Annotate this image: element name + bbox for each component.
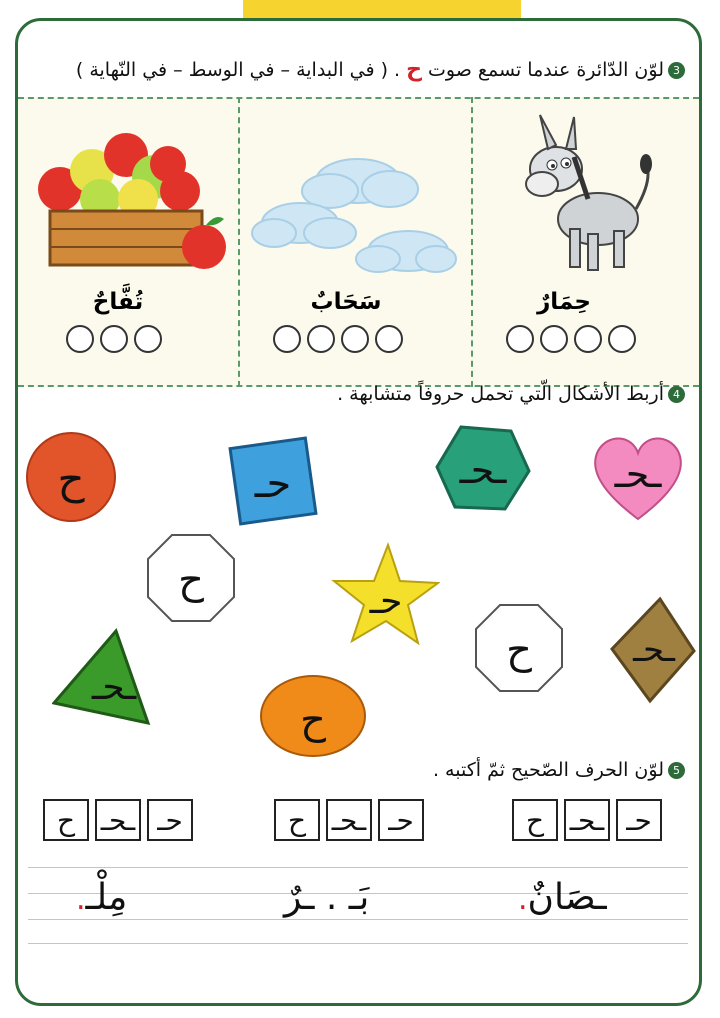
shape-letter: حـ xyxy=(369,581,403,622)
q4-number: 4 xyxy=(668,386,685,403)
blue-square-shape[interactable] xyxy=(223,431,323,531)
letter-box[interactable]: حـ xyxy=(378,799,424,841)
writing-line xyxy=(28,919,688,920)
separator-left xyxy=(238,97,240,387)
shape-letter: ـحـ xyxy=(91,667,137,708)
letter-box[interactable]: ـحـ xyxy=(95,799,141,841)
shape-letter: ح xyxy=(506,627,532,673)
letter-box[interactable]: ح xyxy=(274,799,320,841)
letter-box[interactable]: ـحـ xyxy=(564,799,610,841)
write-word-text: بَـ . ـرٌ xyxy=(284,877,370,918)
shape-letter: حـ xyxy=(254,461,292,507)
sound-circle[interactable] xyxy=(66,325,94,353)
writing-line xyxy=(28,867,688,868)
writing-line xyxy=(28,943,688,944)
blank-dot: . xyxy=(518,882,528,917)
write-word-text: ـصَانٌ xyxy=(527,877,607,918)
green-hexagon-shape[interactable] xyxy=(433,421,533,517)
sound-circle[interactable] xyxy=(608,325,636,353)
donkey-picture xyxy=(518,109,658,279)
sound-circle[interactable] xyxy=(375,325,403,353)
q3-heading xyxy=(76,57,685,82)
q3-text-after: . ( في البداية – في الوسط – في النّهاية ) xyxy=(75,59,401,81)
sound-circle[interactable] xyxy=(506,325,534,353)
q5-text: لوّن الحرف الصّحيح ثمّ أكتبه . xyxy=(432,759,664,781)
shape-letter: ـحـ xyxy=(459,448,507,492)
letter-box[interactable]: ـحـ xyxy=(326,799,372,841)
sound-circle[interactable] xyxy=(540,325,568,353)
q3-target-letter: ح xyxy=(406,57,422,82)
separator-right xyxy=(471,97,473,387)
shape-letter: ـحـ xyxy=(614,452,662,496)
circles-himar xyxy=(506,325,636,353)
circles-sahab xyxy=(273,325,403,353)
sound-circle[interactable] xyxy=(273,325,301,353)
clouds-picture xyxy=(250,151,460,281)
write-word-middle[interactable] xyxy=(284,877,369,918)
q4-heading xyxy=(337,383,685,405)
sound-circle[interactable] xyxy=(307,325,335,353)
shape-letter: ح xyxy=(300,697,326,743)
q3-number: 3 xyxy=(668,62,685,79)
green-triangle-shape[interactable] xyxy=(52,627,152,727)
letter-box[interactable]: ح xyxy=(43,799,89,841)
write-word-text: مِلْـ xyxy=(85,877,128,918)
sound-circle[interactable] xyxy=(134,325,162,353)
yellow-star-shape[interactable] xyxy=(330,541,440,651)
shape-letter: ح xyxy=(178,557,204,603)
sound-circle[interactable] xyxy=(100,325,128,353)
shape-letter: ح xyxy=(57,454,85,503)
apple-basket-picture xyxy=(30,119,230,279)
letter-box[interactable]: حـ xyxy=(616,799,662,841)
white-octagon-shape-right[interactable] xyxy=(472,601,566,695)
letter-box-group-middle xyxy=(274,799,424,841)
orange-oval-shape[interactable] xyxy=(258,673,368,759)
word-himar: حِمَارٌ xyxy=(537,289,591,315)
word-tuffah: تُفَّاحٌ xyxy=(92,289,144,315)
top-tab xyxy=(243,0,521,18)
white-octagon-shape-left[interactable] xyxy=(144,531,238,625)
shape-letter: ـحـ xyxy=(633,630,675,670)
blank-dot: . xyxy=(76,882,86,917)
write-word-left[interactable] xyxy=(76,877,127,918)
q3-text-before: لوّن الدّائرة عندما تسمع صوت xyxy=(428,59,664,81)
sound-circle[interactable] xyxy=(574,325,602,353)
olive-diamond-shape[interactable] xyxy=(608,595,698,705)
letter-box[interactable]: ح xyxy=(512,799,558,841)
write-word-right[interactable] xyxy=(518,877,607,918)
q5-heading xyxy=(433,759,685,781)
q5-number: 5 xyxy=(668,762,685,779)
letter-box[interactable]: حـ xyxy=(147,799,193,841)
letter-box-group-right xyxy=(512,799,662,841)
orange-circle-shape[interactable] xyxy=(23,429,119,525)
q4-text: أربط الأشكال الّتي تحمل حروفاً متشابهة . xyxy=(337,383,664,405)
word-sahab: سَحَابٌ xyxy=(310,289,382,315)
sound-circle[interactable] xyxy=(341,325,369,353)
pink-heart-shape[interactable] xyxy=(588,429,688,525)
letter-box-group-left xyxy=(43,799,193,841)
worksheet-frame xyxy=(15,18,702,1006)
circles-tuffah xyxy=(66,325,162,353)
